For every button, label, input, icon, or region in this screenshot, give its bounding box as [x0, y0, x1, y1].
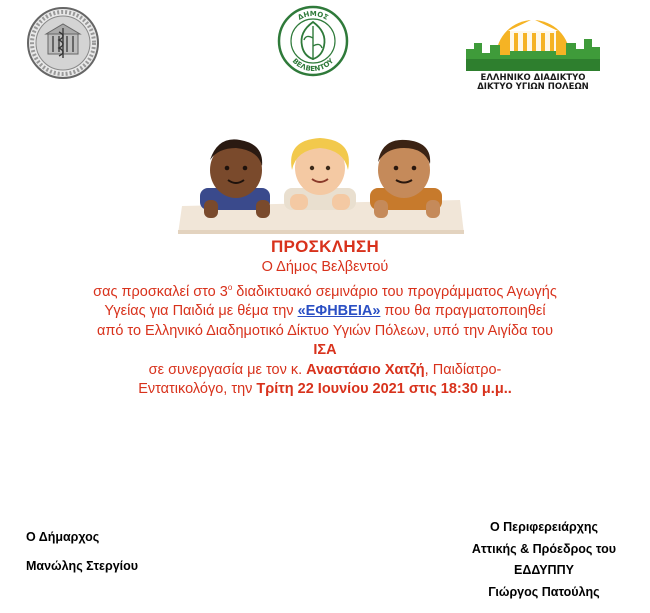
invitation-line-7: Εντατικολόγο, την Τρίτη 22 Ιουνίου 2021 στις 18:30 μ.μ.. — [138, 381, 512, 398]
invitation-line-5: ΙΣΑ — [313, 342, 337, 359]
dimos-velventou-logo — [276, 4, 350, 78]
invitation-line-4: από το Ελληνικό Διαδημοτικό Δίκτυο Υγιών Πόλεων, υπό την Αιγίδα του — [96, 322, 554, 339]
governor-role-2: Αττικής & Πρόεδρος του — [471, 541, 617, 556]
mayor-role: Ο Δήμαρχος — [26, 530, 100, 544]
invitation-line-3: Υγείας για Παιδιά με θέμα την «ΕΦΗΒΕΙΑ» που θα πραγματοποιηθεί — [104, 303, 546, 320]
governor-role-3: ΕΔΔΥΠΠΥ — [514, 563, 574, 577]
dimos-logo-top-text: ΔΗΜΟΣ — [296, 9, 330, 22]
child-left — [200, 139, 270, 218]
topic-link[interactable]: «ΕΦΗΒΕΙΑ» — [297, 303, 381, 320]
isa-seal-logo — [26, 6, 100, 80]
dimos-logo-bottom-text: ΒΕΛΒΕΝΤΟΥ — [290, 57, 336, 74]
event-datetime: Τρίτη 22 Ιουνίου 2021 στις 18:30 μ.μ. — [256, 381, 508, 398]
governor-name: Γιώργος Πατούλης — [488, 584, 600, 599]
invitation-line-6: σε συνεργασία με τον κ. Αναστάσιο Χατζή, Παιδίατρο- — [148, 361, 502, 378]
children-illustration — [178, 130, 464, 234]
signature-left — [26, 523, 138, 581]
invitation-text — [40, 236, 610, 400]
speaker-name: Αναστάσιο Χατζή — [306, 361, 425, 378]
invitation-line-1: Ο Δήμος Βελβεντού — [261, 259, 389, 275]
invitation-line-2: σας προσκαλεί στο $3^o$ διαδικτυακό σεμινάριο του προγράμματος Αγωγής — [93, 282, 557, 300]
child-right — [370, 140, 442, 218]
child-middle — [284, 138, 356, 210]
invitation-title: ΠΡΟΣΚΛΗΣΗ — [270, 237, 380, 256]
edd-logo-line2: ΔΙΚΤΥΟ ΥΓΙΩΝ ΠΟΛΕΩΝ — [477, 82, 589, 91]
signature-right — [458, 517, 630, 603]
mayor-name: Μανώλης Στεργίου — [26, 559, 139, 573]
edd-logo-line1: ΕΛΛΗΝΙΚΟ ΔΙΑΔΙΚΤΥΟ — [480, 73, 586, 83]
edd-healthy-cities-logo — [466, 9, 600, 91]
governor-role-1: Ο Περιφερειάρχης — [489, 520, 599, 534]
